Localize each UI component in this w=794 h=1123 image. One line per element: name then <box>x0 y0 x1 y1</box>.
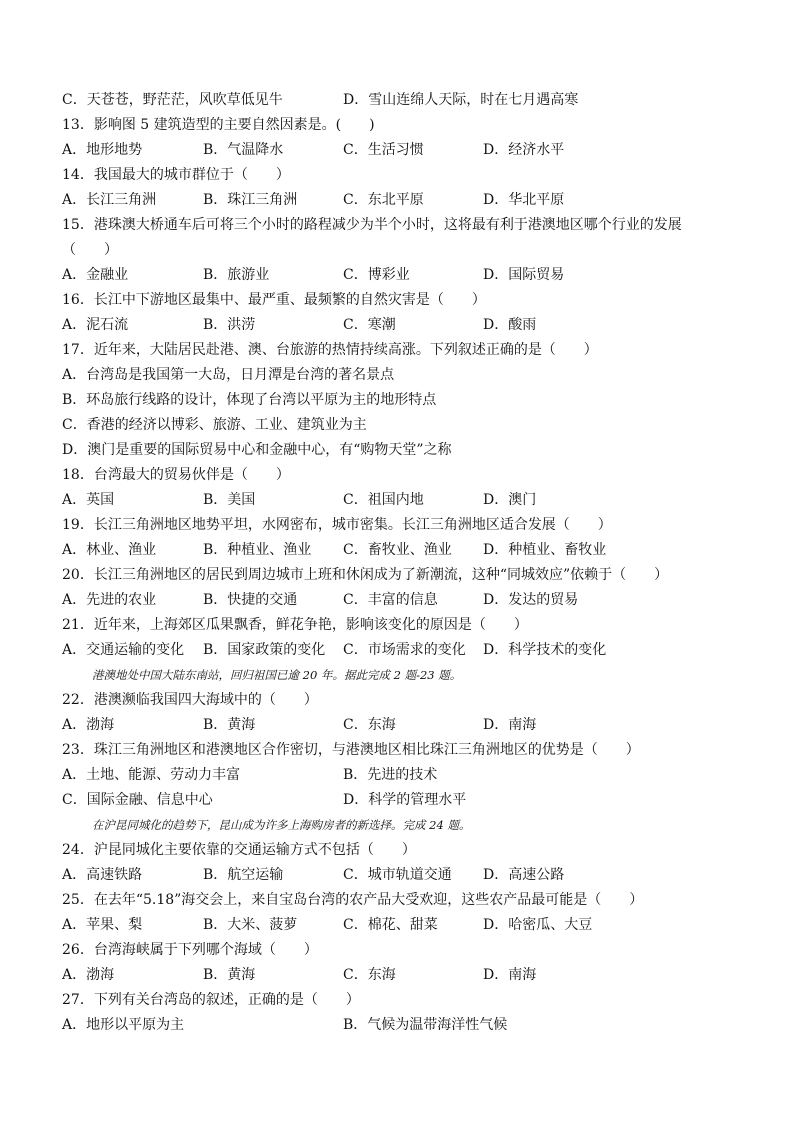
option-a: A．台湾岛是我国第一大岛，日月潭是台湾的著名景点 <box>62 367 395 383</box>
option-d: D．雪山连绵人天际，时在七月遇高寒 <box>343 92 579 108</box>
option-a: A．高速铁路 <box>62 867 143 883</box>
option-d: D．发达的贸易 <box>483 592 579 608</box>
option-b: B．珠江三角洲 <box>203 192 298 208</box>
option-b: B．气候为温带海洋性气候 <box>343 1017 508 1033</box>
option-row <box>62 488 742 513</box>
option-row <box>62 138 742 163</box>
option-d: D．哈密瓜、大豆 <box>483 917 593 933</box>
option-a: A．渤海 <box>62 717 115 733</box>
option-c: C．国际金融、信息中心 <box>62 792 213 808</box>
option-d: D．国际贸易 <box>483 267 565 283</box>
option-c: C．畜牧业、渔业 <box>343 542 452 558</box>
question-27: 27．下列有关台湾岛的叙述，正确的是（ ） <box>62 992 360 1008</box>
option-row <box>62 588 742 613</box>
option-b: B．气温降水 <box>203 142 284 158</box>
option-a: A．英国 <box>62 492 115 508</box>
question-21: 21．近年来，上海郊区瓜果飘香，鲜花争艳，影响该变化的原因是（ ） <box>62 617 528 633</box>
reading-note: 港澳地处中国大陆东南站，回归祖国已逾 20 年。据此完成 2 题-23 题。 <box>92 668 462 682</box>
option-a: A．泥石流 <box>62 317 129 333</box>
option-d: D．华北平原 <box>483 192 565 208</box>
option-row <box>62 763 742 788</box>
option-b: B．大米、菠萝 <box>203 917 298 933</box>
option-b: B．种植业、渔业 <box>203 542 312 558</box>
option-c: C．东海 <box>343 717 396 733</box>
option-a: A．林业、渔业 <box>62 542 157 558</box>
option-d: D．种植业、畜牧业 <box>483 542 607 558</box>
option-d: D．酸雨 <box>483 317 537 333</box>
question-19: 19．长江三角洲地区地势平坦，水网密布，城市密集。长江三角洲地区适合发展（ ） <box>62 517 612 533</box>
option-a: A．先进的农业 <box>62 592 157 608</box>
option-d: D．科学的管理水平 <box>343 792 467 808</box>
option-row <box>62 863 742 888</box>
option-c: C．天苍苍，野茫茫，风吹草低见牛 <box>62 92 283 108</box>
option-b: B．黄海 <box>203 967 256 983</box>
reading-note: 在沪昆同城化的趋势下，昆山成为许多上海购房者的新选择。完成 24 题。 <box>92 818 471 832</box>
option-row <box>62 713 742 738</box>
option-row <box>62 963 742 988</box>
option-row <box>62 913 742 938</box>
question-25: 25．在去年“5.18”海交会上，来自宝岛台湾的农产品大受欢迎，这些农产品最可能是（ ） <box>62 892 644 908</box>
question-23: 23．珠江三角洲地区和港澳地区合作密切，与港澳地区相比珠江三角洲地区的优势是（ ） <box>62 742 640 758</box>
question-16: 16．长江中下游地区最集中、最严重、最频繁的自然灾害是（ ） <box>62 292 486 308</box>
option-b: B．旅游业 <box>203 267 270 283</box>
question-13: 13．影响图 5 建筑造型的主要自然因素是。( ) <box>62 117 375 133</box>
option-d: D．经济水平 <box>483 142 565 158</box>
option-d: D．高速公路 <box>483 867 565 883</box>
question-24: 24．沪昆同城化主要依靠的交通运输方式不包括（ ） <box>62 842 416 858</box>
question-17: 17．近年来，大陆居民赴港、澳、台旅游的热情持续高涨。下列叙述正确的是（ ） <box>62 342 598 358</box>
option-c: C．丰富的信息 <box>343 592 438 608</box>
option-b: B．快捷的交通 <box>203 592 298 608</box>
option-a: A．地形以平原为主 <box>62 1017 185 1033</box>
option-c: C．棉花、甜菜 <box>343 917 438 933</box>
option-row <box>62 188 742 213</box>
option-a: A．金融业 <box>62 267 129 283</box>
option-b: B．美国 <box>203 492 256 508</box>
option-a: A．土地、能源、劳动力丰富 <box>62 767 241 783</box>
question-15: 15．港珠澳大桥通车后可将三个小时的路程减少为半个小时，这将最有利于港澳地区哪个行业的发展 <box>62 217 682 233</box>
option-d: D．澳门 <box>483 492 537 508</box>
option-d: D．科学技术的变化 <box>483 642 607 658</box>
option-c: C．香港的经济以博彩、旅游、工业、建筑业为主 <box>62 417 367 433</box>
option-b: B．洪涝 <box>203 317 256 333</box>
exam-page <box>62 88 742 1038</box>
option-c: C．市场需求的变化 <box>343 642 466 658</box>
option-d: D．澳门是重要的国际贸易中心和金融中心，有“购物天堂”之称 <box>62 442 452 458</box>
option-d: D．南海 <box>483 717 537 733</box>
question-14: 14．我国最大的城市群位于（ ） <box>62 167 290 183</box>
option-row <box>62 1013 742 1038</box>
option-b: B．环岛旅行线路的设计，体现了台湾以平原为主的地形特点 <box>62 392 437 408</box>
question-22: 22．港澳濒临我国四大海域中的（ ） <box>62 692 318 708</box>
question-15-bracket: （ ） <box>62 242 118 258</box>
option-c: C．生活习惯 <box>343 142 424 158</box>
option-a: A．渤海 <box>62 967 115 983</box>
option-c: C．祖国内地 <box>343 492 424 508</box>
option-b: B．黄海 <box>203 717 256 733</box>
option-c: C．博彩业 <box>343 267 410 283</box>
option-a: A．长江三角洲 <box>62 192 157 208</box>
option-b: B．先进的技术 <box>343 767 438 783</box>
option-c: C．东海 <box>343 967 396 983</box>
option-c: C．寒潮 <box>343 317 396 333</box>
option-a: A．交通运输的变化 <box>62 642 185 658</box>
option-b: B．航空运输 <box>203 867 284 883</box>
option-row <box>62 788 742 813</box>
option-a: A．苹果、梨 <box>62 917 143 933</box>
question-20: 20．长江三角洲地区的居民到周边城市上班和休闲成为了新潮流，这种“同城效应”依赖于（ ） <box>62 567 669 583</box>
option-row <box>62 263 742 288</box>
option-row <box>62 88 742 113</box>
option-c: C．城市轨道交通 <box>343 867 452 883</box>
option-b: B．国家政策的变化 <box>203 642 326 658</box>
question-26: 26．台湾海峡属于下列哪个海域（ ） <box>62 942 318 958</box>
option-c: C．东北平原 <box>343 192 424 208</box>
question-18: 18．台湾最大的贸易伙伴是（ ） <box>62 467 290 483</box>
option-row <box>62 313 742 338</box>
option-row <box>62 638 742 663</box>
option-d: D．南海 <box>483 967 537 983</box>
option-row <box>62 538 742 563</box>
option-a: A．地形地势 <box>62 142 143 158</box>
